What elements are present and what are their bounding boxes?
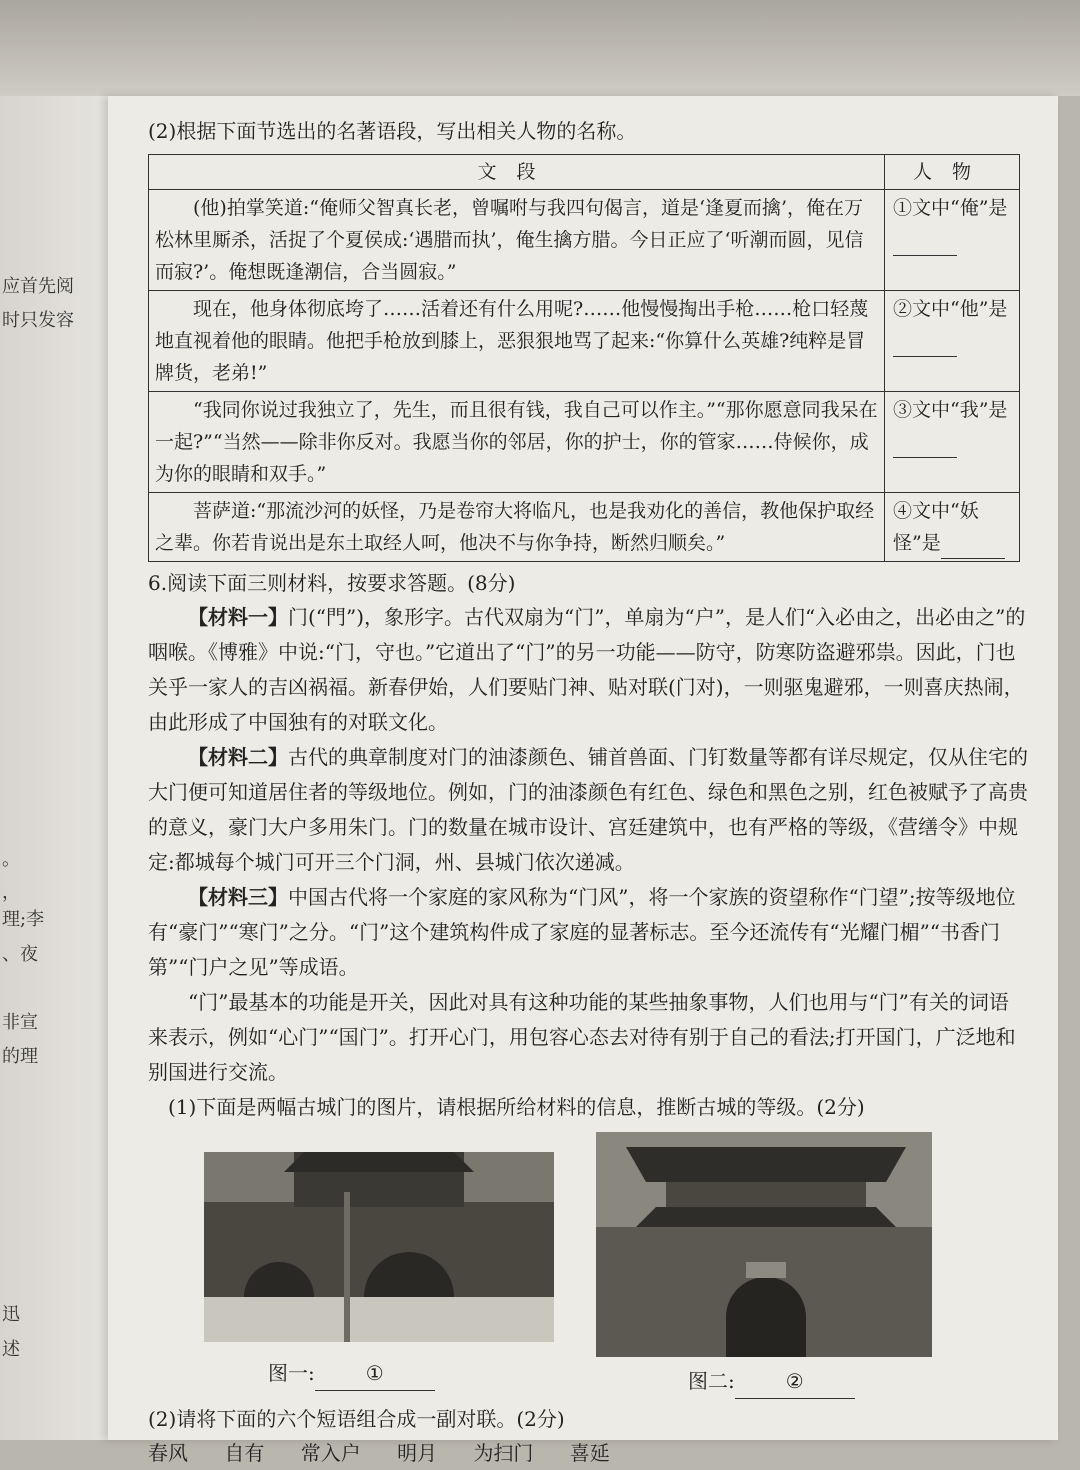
passage-cell: 菩萨道:“那流沙河的妖怪，乃是卷帘大将临凡，也是我劝化的善信，教他保护取经之辈。你若肯说出是东土取经人呵，他决不与你争持，断然归顺矣。” bbox=[149, 493, 885, 562]
left-fragment: 非宣 bbox=[2, 1012, 38, 1033]
answer-label: ④文中“妖怪”是 bbox=[893, 500, 979, 554]
table-row bbox=[149, 291, 1020, 392]
left-fragment: ， bbox=[2, 882, 20, 903]
phrase-item: 为扫门 bbox=[473, 1441, 534, 1465]
left-fragment: 的理 bbox=[2, 1046, 38, 1067]
passage-cell: “我同你说过我独立了，先生，而且很有钱，我自己可以作主。”“那你愿意同我呆在一起?”“当然——除非你反对。我愿当你的邻居，你的护士，你的管家……侍候你，成为你的眼睛和双手。” bbox=[149, 392, 885, 493]
material-label: 【材料三】 bbox=[188, 885, 288, 909]
material-3 bbox=[148, 880, 1028, 985]
answer-blank[interactable] bbox=[893, 437, 957, 458]
material-text: 中国古代将一个家庭的家风称为“门风”，将一个家族的资望称作“门望”;按等级地位有“豪门”“寒门”之分。“门”这个建筑构件成了家庭的显著标志。至今还流传有“光耀门楣”“书香门第”“门户之见”等成语。 bbox=[148, 885, 1016, 979]
table-row bbox=[149, 493, 1020, 562]
closing-paragraph: “门”最基本的功能是开关，因此对具有这种功能的某些抽象事物，人们也用与“门”有关的词语来表示，例如“心门”“国门”。打开心门，用包容心态去对待有别于自己的看法;打开国门，广泛地和别国进行交流。 bbox=[148, 990, 1016, 1084]
answer-blank[interactable] bbox=[941, 538, 1005, 559]
table-row bbox=[149, 392, 1020, 493]
header-person: 人物 bbox=[885, 155, 1020, 190]
city-gate-photo-1 bbox=[204, 1152, 554, 1342]
figure-1-label: 图一: bbox=[268, 1361, 315, 1385]
city-gate-2-graphic bbox=[596, 1132, 932, 1357]
page-content bbox=[148, 114, 1028, 1470]
material-label: 【材料一】 bbox=[188, 605, 288, 629]
left-fragment: 述 bbox=[2, 1339, 20, 1360]
sub-question-1: (1)下面是两幅古城门的图片，请根据所给材料的信息，推断古城的等级。(2分) bbox=[168, 1095, 865, 1119]
city-gate-1-graphic bbox=[204, 1152, 554, 1342]
answer-cell bbox=[885, 392, 1020, 493]
adjacent-page bbox=[0, 0, 110, 1440]
answer-cell bbox=[885, 291, 1020, 392]
passage-cell: 现在，他身体彻底垮了……活着还有什么用呢?……他慢慢掏出手枪……枪口轻蔑地直视着他的眼睛。他把手枪放到膝上，恶狠狠地骂了起来:“你算什么英雄?纯粹是冒牌货，老弟!” bbox=[149, 291, 885, 392]
literature-table bbox=[148, 154, 1020, 562]
background-strip bbox=[0, 0, 1080, 96]
question-2-heading: (2)根据下面节选出的名著语段，写出相关人物的名称。 bbox=[148, 119, 637, 143]
answer-cell bbox=[885, 493, 1020, 562]
material-text: 门(“門”)，象形字。古代双扇为“门”，单扇为“户”，是人们“入必由之，出必由之”的咽喉。《博雅》中说:“门，守也。”它道出了“门”的另一功能——防守，防寒防盗避邪祟。因此，门也关乎一家人的吉凶祸福。新春伊始，人们要贴门神、贴对联(门对)，一则驱鬼避邪，一则喜庆热闹，由此形成了中国独有的对联文化。 bbox=[148, 605, 1026, 734]
answer-blank[interactable] bbox=[893, 336, 957, 357]
material-text: 古代的典章制度对门的油漆颜色、铺首兽面、门钉数量等都有详尽规定，仅从住宅的大门便可知道居住者的等级地位。例如，门的油漆颜色有红色、绿色和黑色之别，红色被赋予了高贵的意义，豪门大户多用朱门。门的数量在城市设计、宫廷建筑中，也有严格的等级，《营缮令》中规定:都城每个城门可开三个门洞，州、县城门依次递减。 bbox=[148, 745, 1028, 874]
phrase-item: 自有 bbox=[224, 1441, 265, 1465]
sub-question-2: (2)请将下面的六个短语组合成一副对联。(2分) bbox=[148, 1407, 565, 1431]
city-gate-photo-2 bbox=[596, 1132, 932, 1357]
question-6-heading: 6.阅读下面三则材料，按要求答题。(8分) bbox=[148, 571, 516, 595]
phrase-item: 春风 bbox=[148, 1441, 188, 1465]
figure-1-blank[interactable]: ① bbox=[315, 1356, 435, 1391]
phrase-item: 常入户 bbox=[300, 1441, 361, 1465]
table-row bbox=[149, 190, 1020, 291]
figures-area bbox=[148, 1132, 1028, 1393]
answer-label: ③文中“我”是 bbox=[893, 399, 1008, 421]
left-fragment: 理;李 bbox=[2, 909, 45, 930]
material-2 bbox=[148, 740, 1028, 880]
figure-2-blank[interactable]: ② bbox=[735, 1364, 855, 1399]
left-fragment: 时只发容 bbox=[2, 310, 74, 331]
exam-page bbox=[108, 96, 1058, 1465]
left-fragment: 应首先阅 bbox=[2, 276, 74, 297]
table-header-row bbox=[149, 155, 1020, 190]
material-label: 【材料二】 bbox=[188, 745, 288, 769]
figure-2-caption bbox=[688, 1364, 855, 1399]
phrase-item: 明月 bbox=[397, 1441, 438, 1465]
phrase-list bbox=[148, 1436, 1028, 1470]
left-fragment: 迅 bbox=[2, 1304, 20, 1325]
phrase-item: 喜延 bbox=[569, 1441, 610, 1465]
answer-blank[interactable] bbox=[893, 235, 957, 256]
material-1 bbox=[148, 600, 1028, 740]
answer-label: ①文中“俺”是 bbox=[893, 197, 1008, 219]
answer-cell bbox=[885, 190, 1020, 291]
header-passage: 文段 bbox=[149, 155, 885, 190]
answer-label: ②文中“他”是 bbox=[893, 298, 1008, 320]
left-fragment: 、夜 bbox=[2, 944, 38, 965]
left-fragment: 。 bbox=[2, 849, 20, 870]
passage-cell: (他)拍掌笑道:“俺师父智真长老，曾嘱咐与我四句偈言，道是‘逢夏而擒’，俺在万松林里厮杀，活捉了个夏侯成:‘遇腊而执’，俺生擒方腊。今日正应了‘听潮而圆，见信而寂?’。俺想既逢潮信，合当圆寂。” bbox=[149, 190, 885, 291]
figure-2-label: 图二: bbox=[688, 1369, 735, 1393]
figure-1-caption bbox=[268, 1356, 435, 1391]
